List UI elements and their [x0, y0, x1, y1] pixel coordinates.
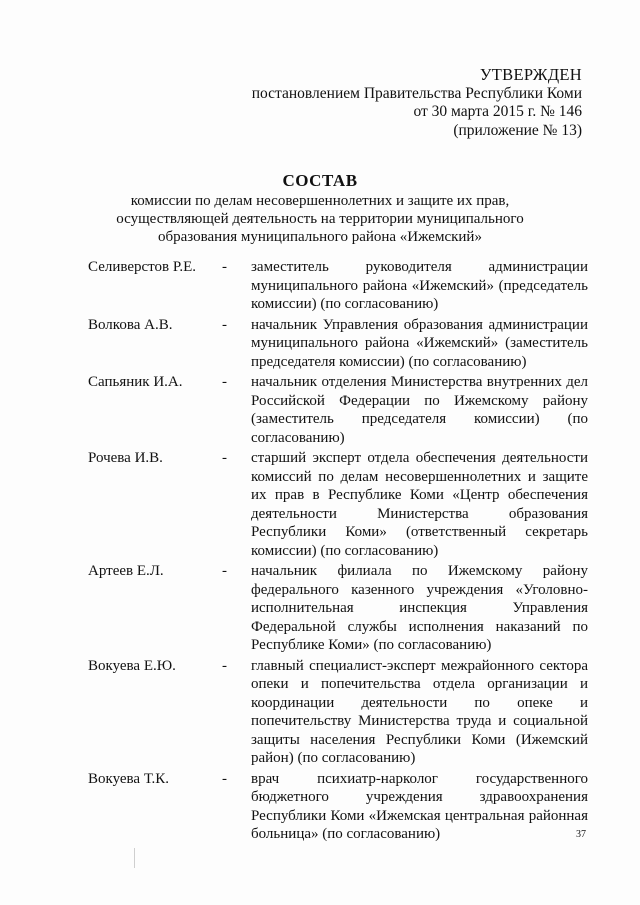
member-role: начальник отделения Министерства внутренних дел Российской Федерации по Ижемскому району (заместитель председателя комиссии) (по согласованию): [251, 374, 588, 446]
member-row: [88, 258, 588, 314]
document-subtitle-line-1: комиссии по делам несовершеннолетних и защите их прав,: [130, 193, 510, 209]
member-row: [88, 770, 588, 844]
document-title: СОСТАВ: [282, 171, 358, 190]
member-dash: -: [222, 450, 227, 466]
member-name: Вокуева Т.К.: [88, 770, 169, 787]
document-subtitle-line-2: осуществляющей деятельность на территории муниципального: [116, 211, 524, 227]
member-dash: -: [222, 259, 227, 275]
member-dash: -: [222, 563, 227, 579]
member-name: Селиверстов Р.Е.: [88, 259, 196, 275]
member-row: [88, 657, 588, 768]
member-role: главный специалист-эксперт межрайонного сектора опеки и попечительства отдела организации и координации деятельности по опеке и попечительству Министерства труда и социальной защиты населения Республики Коми (Ижемский район) (по согласованию): [251, 657, 588, 766]
member-name: Рочева И.В.: [88, 450, 163, 466]
document-subtitle-line-3: образования муниципального района «Ижемский»: [158, 229, 482, 245]
member-name: Волкова А.В.: [88, 316, 173, 333]
member-dash: -: [222, 316, 227, 333]
member-dash: -: [222, 770, 227, 787]
approval-appendix: (приложение № 13): [453, 121, 582, 139]
approval-title: УТВЕРЖДЕН: [479, 65, 582, 84]
approval-decree: постановлением Правительства Республики Коми: [251, 84, 582, 102]
member-role: начальник Управления образования администрации муниципального района «Ижемский» (заместитель председателя комиссии) (по согласованию): [251, 316, 588, 370]
member-role: начальник филиала по Ижемскому району федерального казенного учреждения «Уголовно-исполнительная инспекция Управления Федеральной службы исполнения наказаний по Республике Коми» (по согласованию): [251, 563, 588, 653]
page-number: 37: [576, 829, 586, 840]
member-role: старший эксперт отдела обеспечения деятельности комиссий по делам несовершеннолетних и защите их прав в Республике Коми «Центр обеспечения деятельности Министерства образования Республики Коми» (ответственный секретарь комиссии) (по согласованию): [251, 450, 588, 559]
member-row: [88, 316, 588, 372]
member-name: Артеев Е.Л.: [88, 563, 164, 579]
scan-artifact: [134, 848, 135, 868]
member-name: Сапьяник И.А.: [88, 374, 183, 390]
member-row: [88, 373, 588, 447]
approval-stamp: [252, 66, 582, 140]
member-name: Вокуева Е.Ю.: [88, 657, 176, 674]
member-role: врач психиатр-нарколог государственного бюджетного учреждения здравоохранения Республики Коми «Ижемская центральная районная больница» (по согласованию): [251, 770, 588, 842]
member-dash: -: [222, 374, 227, 390]
approval-date: от 30 марта 2015 г. № 146: [413, 103, 582, 120]
member-dash: -: [222, 657, 227, 674]
members-list: [88, 258, 588, 846]
member-row: [88, 562, 588, 655]
document-heading: [60, 170, 580, 246]
member-row: [88, 449, 588, 560]
member-role: заместитель руководителя администрации муниципального района «Ижемский» (председатель комиссии) (по согласованию): [251, 259, 588, 312]
